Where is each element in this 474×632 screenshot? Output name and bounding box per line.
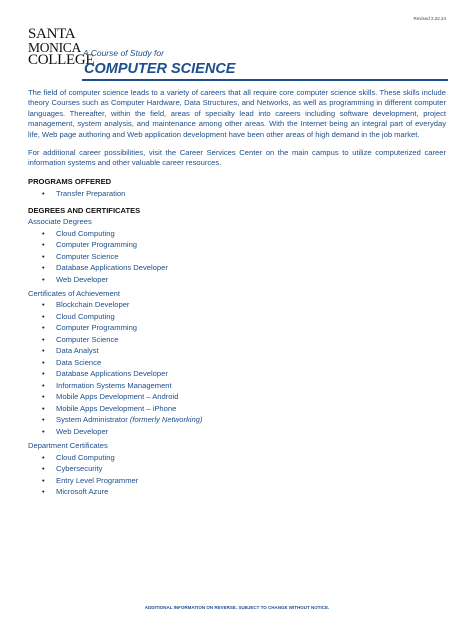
bullet: • <box>42 346 45 356</box>
bullet: • <box>42 464 45 474</box>
degrees-heading: DEGREES AND CERTIFICATES <box>28 205 141 215</box>
list-item-label: Cybersecurity <box>56 464 103 474</box>
list-item <box>28 426 446 438</box>
list-item-label: Web Developer <box>56 426 109 436</box>
bullet: • <box>42 189 45 199</box>
list-item-label: Mobile Apps Development – iPhone <box>56 403 177 413</box>
bullet: • <box>42 263 45 273</box>
page-title: COMPUTER SCIENCE <box>84 61 236 77</box>
list-item <box>28 486 446 498</box>
bullet: • <box>42 487 45 497</box>
list-item <box>28 239 446 251</box>
list-item-label: Computer Programming <box>56 323 138 333</box>
career-services-paragraph: For additional career possibilities, visit the Career Services Center on the main campus to utilize computerized career information systems and other valuable career resources. <box>28 148 446 168</box>
list-item <box>28 414 446 426</box>
certificates-of-achievement-label: Certificates of Achievement <box>28 289 121 299</box>
list-item-label: Entry Level Programmer <box>56 475 139 485</box>
list-item-label: Database Applications Developer <box>56 263 168 273</box>
footer-note: ADDITIONAL INFORMATION ON REVERSE. SUBJECT TO CHANGE WITHOUT NOTICE. <box>144 605 330 610</box>
list-item <box>28 452 446 464</box>
bullet: • <box>42 334 45 344</box>
list-item-label: Database Applications Developer <box>56 369 168 379</box>
bullet: • <box>42 251 45 261</box>
list-item-label: Data Analyst <box>56 346 99 356</box>
list-item-note: (formerly Networking) <box>129 415 203 425</box>
list-item <box>28 368 446 380</box>
list-item-label: Blockchain Developer <box>56 300 130 310</box>
bullet: • <box>42 475 45 485</box>
associate-degrees-label: Associate Degrees <box>28 217 92 227</box>
list-item-label: Computer Science <box>56 251 119 261</box>
bullet: • <box>42 300 45 310</box>
bullet: • <box>42 369 45 379</box>
list-item-label: Information Systems Management <box>56 380 172 390</box>
list-item <box>28 228 446 240</box>
list-item-label: System Administrator <box>56 415 130 425</box>
bullet: • <box>42 392 45 402</box>
bullet: • <box>42 311 45 321</box>
list-item-label: Cloud Computing <box>56 228 115 238</box>
list-item <box>28 391 446 403</box>
certificates-of-achievement-list <box>28 299 446 437</box>
bullet: • <box>42 426 45 436</box>
programs-list <box>28 188 446 200</box>
logo-line-1: SANTA <box>28 26 76 42</box>
bullet: • <box>42 380 45 390</box>
logo-line-2: MONICA <box>28 40 81 55</box>
list-item-label: Web Developer <box>56 274 109 284</box>
list-item <box>28 463 446 475</box>
page-subtitle: A Course of Study for <box>83 48 164 58</box>
bullet: • <box>42 452 45 462</box>
list-item-label: Transfer Preparation <box>56 189 126 199</box>
list-item-label: Mobile Apps Development – Android <box>56 392 179 402</box>
list-item-label: Computer Science <box>56 334 119 344</box>
list-item-label: Cloud Computing <box>56 452 115 462</box>
document-header <box>28 28 448 86</box>
list-item <box>28 311 446 323</box>
bullet: • <box>42 274 45 284</box>
list-item-label: Microsoft Azure <box>56 487 109 497</box>
programs-heading: PROGRAMS OFFERED <box>28 176 112 186</box>
list-item <box>28 251 446 263</box>
list-item <box>28 475 446 487</box>
list-item <box>28 334 446 346</box>
list-item-label: Data Science <box>56 357 102 367</box>
bullet: • <box>42 403 45 413</box>
department-certificates-list <box>28 452 446 498</box>
college-logo <box>28 26 95 68</box>
bullet: • <box>42 357 45 367</box>
list-item <box>28 262 446 274</box>
list-item-label: Computer Programming <box>56 240 138 250</box>
bullet: • <box>42 228 45 238</box>
revised-date: Revised 2.22.24 <box>413 16 446 21</box>
intro-paragraph: The field of computer science leads to a variety of careers that all require core computer science skills. These skills include theory Courses such as Computer Hardware, Data Structures, and Networks, as well as programming in different computer languages. Thereafter, within the field, areas of specialty lead into careers including software development, project management, system analysis, and maintenance among other areas. With the Internet being an integral part of everyday life, Web page authoring and Web application development have been other areas of high demand in the job market. <box>28 88 446 139</box>
department-certificates-label: Department Certificates <box>28 441 108 451</box>
list-item <box>28 299 446 311</box>
list-item <box>28 274 446 286</box>
bullet: • <box>42 240 45 250</box>
list-item <box>28 403 446 415</box>
logo-line-3: COLLEGE <box>28 52 95 68</box>
list-item <box>28 345 446 357</box>
list-item <box>28 322 446 334</box>
document-content <box>28 88 446 502</box>
list-item <box>28 357 446 369</box>
bullet: • <box>42 415 45 425</box>
list-item <box>28 188 446 200</box>
list-item-label: Cloud Computing <box>56 311 115 321</box>
bullet: • <box>42 323 45 333</box>
associate-degrees-list <box>28 228 446 286</box>
title-bar <box>82 59 448 81</box>
list-item <box>28 380 446 392</box>
